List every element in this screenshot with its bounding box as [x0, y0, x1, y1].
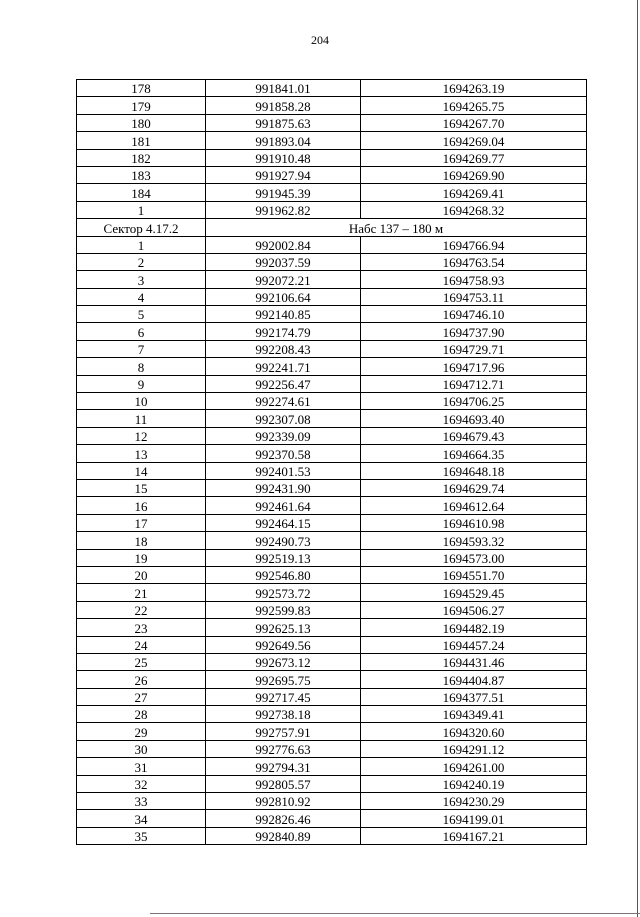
point-number: 182	[77, 149, 206, 166]
point-number: 178	[77, 80, 206, 97]
coord-x: 992519.13	[206, 549, 361, 566]
coord-x: 992072.21	[206, 271, 361, 288]
coord-x: 992695.75	[206, 671, 361, 688]
coord-x: 992757.91	[206, 723, 361, 740]
table-row	[77, 671, 587, 688]
point-number: 35	[77, 827, 206, 844]
point-number: 5	[77, 306, 206, 323]
coord-y: 1694753.11	[361, 288, 587, 305]
point-number: 9	[77, 375, 206, 392]
point-number: 27	[77, 688, 206, 705]
coord-x: 992738.18	[206, 706, 361, 723]
table-row	[77, 479, 587, 496]
coord-x: 991962.82	[206, 201, 361, 218]
point-number: 14	[77, 462, 206, 479]
point-number: 33	[77, 793, 206, 810]
point-number: 3	[77, 271, 206, 288]
coord-x: 992810.92	[206, 793, 361, 810]
page-edge-right	[637, 0, 638, 917]
coord-y: 1694706.25	[361, 393, 587, 410]
table-row	[77, 375, 587, 392]
table-row	[77, 149, 587, 166]
coord-y: 1694404.87	[361, 671, 587, 688]
coord-x: 992599.83	[206, 601, 361, 618]
coord-x: 992106.64	[206, 288, 361, 305]
coord-x: 992464.15	[206, 514, 361, 531]
coord-y: 1694648.18	[361, 462, 587, 479]
coord-x: 991858.28	[206, 97, 361, 114]
coord-y: 1694240.19	[361, 775, 587, 792]
coord-y: 1694693.40	[361, 410, 587, 427]
coord-y: 1694265.75	[361, 97, 587, 114]
table-row	[77, 132, 587, 149]
point-number: 15	[77, 479, 206, 496]
point-number: 20	[77, 566, 206, 583]
point-number: 34	[77, 810, 206, 827]
coord-y: 1694263.19	[361, 80, 587, 97]
coord-x: 991875.63	[206, 114, 361, 131]
table-row	[77, 114, 587, 131]
coord-y: 1694573.00	[361, 549, 587, 566]
coord-x: 992274.61	[206, 393, 361, 410]
point-number: 13	[77, 445, 206, 462]
table-row	[77, 549, 587, 566]
coord-x: 991910.48	[206, 149, 361, 166]
table-row	[77, 653, 587, 670]
coord-x: 991841.01	[206, 80, 361, 97]
point-number: 26	[77, 671, 206, 688]
coord-x: 991893.04	[206, 132, 361, 149]
table-row	[77, 810, 587, 827]
coord-y: 1694506.27	[361, 601, 587, 618]
coord-x: 992461.64	[206, 497, 361, 514]
table-row	[77, 706, 587, 723]
coord-y: 1694737.90	[361, 323, 587, 340]
coord-x: 992573.72	[206, 584, 361, 601]
sector-label: Сектор 4.17.2	[77, 219, 206, 236]
table-row	[77, 793, 587, 810]
table-row	[77, 740, 587, 757]
point-number: 4	[77, 288, 206, 305]
coord-x: 992776.63	[206, 740, 361, 757]
table-row	[77, 723, 587, 740]
point-number: 22	[77, 601, 206, 618]
table-row	[77, 514, 587, 531]
table-row	[77, 497, 587, 514]
coord-x: 992826.46	[206, 810, 361, 827]
point-number: 7	[77, 340, 206, 357]
coord-y: 1694230.29	[361, 793, 587, 810]
coord-y: 1694267.70	[361, 114, 587, 131]
point-number: 19	[77, 549, 206, 566]
coordinates-table-body	[77, 80, 587, 845]
coord-x: 992370.58	[206, 445, 361, 462]
coord-y: 1694431.46	[361, 653, 587, 670]
coord-y: 1694758.93	[361, 271, 587, 288]
coord-x: 992649.56	[206, 636, 361, 653]
table-row	[77, 532, 587, 549]
table-row	[77, 201, 587, 218]
coord-y: 1694269.90	[361, 166, 587, 183]
point-number: 12	[77, 427, 206, 444]
table-row	[77, 688, 587, 705]
coord-x: 992307.08	[206, 410, 361, 427]
coord-y: 1694717.96	[361, 358, 587, 375]
table-row	[77, 445, 587, 462]
sector-header-row	[77, 219, 587, 236]
coord-y: 1694291.12	[361, 740, 587, 757]
table-row	[77, 619, 587, 636]
coord-y: 1694377.51	[361, 688, 587, 705]
coord-x: 991945.39	[206, 184, 361, 201]
coord-y: 1694199.01	[361, 810, 587, 827]
point-number: 32	[77, 775, 206, 792]
coord-y: 1694729.71	[361, 340, 587, 357]
page-number: 204	[311, 33, 329, 47]
point-number: 8	[77, 358, 206, 375]
table-row	[77, 236, 587, 253]
table-row	[77, 253, 587, 270]
coord-x: 992401.53	[206, 462, 361, 479]
point-number: 17	[77, 514, 206, 531]
coord-x: 992794.31	[206, 758, 361, 775]
table-row	[77, 184, 587, 201]
coord-y: 1694320.60	[361, 723, 587, 740]
coord-y: 1694349.41	[361, 706, 587, 723]
coord-y: 1694551.70	[361, 566, 587, 583]
coord-y: 1694269.04	[361, 132, 587, 149]
table-row	[77, 306, 587, 323]
coord-x: 992431.90	[206, 479, 361, 496]
coord-y: 1694269.41	[361, 184, 587, 201]
table-row	[77, 97, 587, 114]
coord-y: 1694664.35	[361, 445, 587, 462]
coord-x: 992339.09	[206, 427, 361, 444]
table-row	[77, 340, 587, 357]
coord-y: 1694457.24	[361, 636, 587, 653]
table-row	[77, 393, 587, 410]
point-number: 179	[77, 97, 206, 114]
table-row	[77, 636, 587, 653]
coord-y: 1694612.64	[361, 497, 587, 514]
point-number: 16	[77, 497, 206, 514]
table-row	[77, 601, 587, 618]
coord-y: 1694746.10	[361, 306, 587, 323]
coord-y: 1694679.43	[361, 427, 587, 444]
point-number: 11	[77, 410, 206, 427]
coordinates-table	[76, 79, 587, 845]
coord-x: 992208.43	[206, 340, 361, 357]
coord-x: 992717.45	[206, 688, 361, 705]
point-number: 29	[77, 723, 206, 740]
table-row	[77, 775, 587, 792]
point-number: 183	[77, 166, 206, 183]
coord-y: 1694268.32	[361, 201, 587, 218]
table-row	[77, 323, 587, 340]
sector-height-note: Набс 137 – 180 м	[206, 219, 587, 236]
table-row	[77, 827, 587, 844]
point-number: 180	[77, 114, 206, 131]
coord-y: 1694167.21	[361, 827, 587, 844]
point-number: 10	[77, 393, 206, 410]
coord-y: 1694610.98	[361, 514, 587, 531]
table-row	[77, 427, 587, 444]
coord-y: 1694766.94	[361, 236, 587, 253]
point-number: 1	[77, 201, 206, 218]
coord-x: 992241.71	[206, 358, 361, 375]
table-row	[77, 584, 587, 601]
coord-x: 992174.79	[206, 323, 361, 340]
point-number: 23	[77, 619, 206, 636]
point-number: 24	[77, 636, 206, 653]
point-number: 2	[77, 253, 206, 270]
coord-x: 992546.80	[206, 566, 361, 583]
coord-x: 992625.13	[206, 619, 361, 636]
coord-y: 1694261.00	[361, 758, 587, 775]
coord-y: 1694482.19	[361, 619, 587, 636]
table-row	[77, 166, 587, 183]
point-number: 30	[77, 740, 206, 757]
table-row	[77, 566, 587, 583]
point-number: 184	[77, 184, 206, 201]
point-number: 25	[77, 653, 206, 670]
point-number: 6	[77, 323, 206, 340]
point-number: 28	[77, 706, 206, 723]
coord-x: 992840.89	[206, 827, 361, 844]
coord-x: 991927.94	[206, 166, 361, 183]
page-edge-bottom	[150, 913, 640, 914]
point-number: 31	[77, 758, 206, 775]
coord-x: 992140.85	[206, 306, 361, 323]
table-row	[77, 758, 587, 775]
coord-y: 1694629.74	[361, 479, 587, 496]
coord-y: 1694269.77	[361, 149, 587, 166]
table-row	[77, 358, 587, 375]
coord-x: 992805.57	[206, 775, 361, 792]
coord-x: 992002.84	[206, 236, 361, 253]
point-number: 21	[77, 584, 206, 601]
point-number: 181	[77, 132, 206, 149]
coord-x: 992490.73	[206, 532, 361, 549]
table-row	[77, 288, 587, 305]
table-row	[77, 271, 587, 288]
table-row	[77, 462, 587, 479]
table-row	[77, 80, 587, 97]
table-row	[77, 410, 587, 427]
coord-y: 1694529.45	[361, 584, 587, 601]
coord-y: 1694763.54	[361, 253, 587, 270]
point-number: 18	[77, 532, 206, 549]
coord-x: 992256.47	[206, 375, 361, 392]
coord-x: 992673.12	[206, 653, 361, 670]
point-number: 1	[77, 236, 206, 253]
coord-y: 1694593.32	[361, 532, 587, 549]
coord-x: 992037.59	[206, 253, 361, 270]
coord-y: 1694712.71	[361, 375, 587, 392]
